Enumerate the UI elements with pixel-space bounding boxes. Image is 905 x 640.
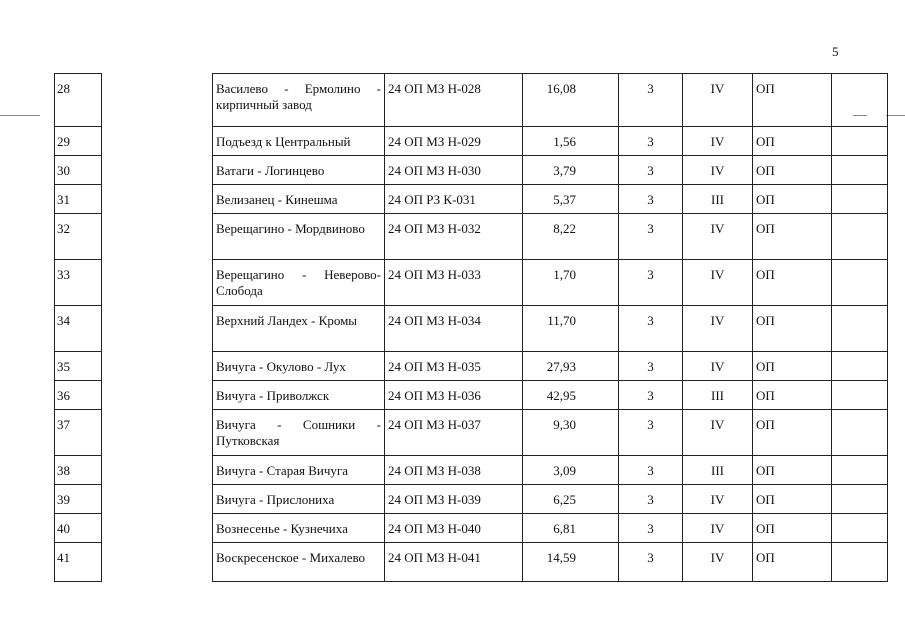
road-class: 3: [619, 456, 683, 485]
road-name: Вичуга - Сошники - Путковская: [213, 410, 385, 456]
road-class: 3: [619, 185, 683, 214]
table-row: [55, 410, 888, 456]
table-row: [55, 260, 888, 306]
empty-cell: [832, 543, 888, 582]
empty-cell: [102, 306, 213, 352]
table-row: [55, 485, 888, 514]
road-name: Вичуга - Окулово - Лух: [213, 352, 385, 381]
road-code: 24 ОП МЗ Н-040: [385, 514, 523, 543]
row-number: 29: [55, 127, 102, 156]
road-code: 24 ОП МЗ Н-030: [385, 156, 523, 185]
road-name: Вичуга - Приволжск: [213, 381, 385, 410]
road-category: III: [683, 456, 753, 485]
road-class: 3: [619, 74, 683, 127]
road-type: ОП: [753, 514, 832, 543]
row-number: 41: [55, 543, 102, 582]
road-type: ОП: [753, 185, 832, 214]
table-row: [55, 127, 888, 156]
road-type: ОП: [753, 156, 832, 185]
empty-cell: [102, 185, 213, 214]
row-number: 39: [55, 485, 102, 514]
table-row: [55, 185, 888, 214]
road-code: 24 ОП МЗ Н-029: [385, 127, 523, 156]
road-class: 3: [619, 214, 683, 260]
road-type: ОП: [753, 543, 832, 582]
scan-artifact: [0, 115, 40, 116]
road-category: IV: [683, 485, 753, 514]
road-length: 27,93: [523, 352, 619, 381]
road-name: Воскресенское - Михалево: [213, 543, 385, 582]
road-type: ОП: [753, 352, 832, 381]
road-class: 3: [619, 514, 683, 543]
road-length: 1,70: [523, 260, 619, 306]
empty-cell: [832, 485, 888, 514]
table-row: [55, 74, 888, 127]
road-length: 42,95: [523, 381, 619, 410]
road-class: 3: [619, 381, 683, 410]
road-class: 3: [619, 156, 683, 185]
empty-cell: [102, 260, 213, 306]
road-code: 24 ОП МЗ Н-037: [385, 410, 523, 456]
road-type: ОП: [753, 381, 832, 410]
road-length: 5,37: [523, 185, 619, 214]
road-name: Верхний Ландех - Кромы: [213, 306, 385, 352]
road-code: 24 ОП МЗ Н-033: [385, 260, 523, 306]
road-length: 14,59: [523, 543, 619, 582]
road-name: Вознесенье - Кузнечиха: [213, 514, 385, 543]
road-category: III: [683, 381, 753, 410]
row-number: 33: [55, 260, 102, 306]
road-class: 3: [619, 410, 683, 456]
road-code: 24 ОП МЗ Н-028: [385, 74, 523, 127]
empty-cell: [832, 352, 888, 381]
road-class: 3: [619, 352, 683, 381]
empty-cell: [832, 260, 888, 306]
road-code: 24 ОП МЗ Н-032: [385, 214, 523, 260]
road-code: 24 ОП МЗ Н-041: [385, 543, 523, 582]
empty-cell: [832, 306, 888, 352]
empty-cell: [832, 514, 888, 543]
road-length: 9,30: [523, 410, 619, 456]
row-number: 40: [55, 514, 102, 543]
table-row: [55, 156, 888, 185]
road-category: IV: [683, 514, 753, 543]
empty-cell: [832, 381, 888, 410]
empty-cell: [832, 214, 888, 260]
empty-cell: [102, 456, 213, 485]
empty-cell: [832, 185, 888, 214]
page-number: 5: [832, 44, 839, 59]
table-row: [55, 306, 888, 352]
road-category: IV: [683, 74, 753, 127]
road-code: 24 ОП МЗ Н-035: [385, 352, 523, 381]
road-length: 8,22: [523, 214, 619, 260]
road-name: Верещагино - Мордвиново: [213, 214, 385, 260]
table-row: [55, 214, 888, 260]
road-type: ОП: [753, 485, 832, 514]
road-name: Верещагино - Неверово-Слобода: [213, 260, 385, 306]
road-type: ОП: [753, 306, 832, 352]
empty-cell: [102, 156, 213, 185]
road-type: ОП: [753, 74, 832, 127]
road-category: IV: [683, 352, 753, 381]
road-length: 16,08: [523, 74, 619, 127]
roads-table: [54, 73, 888, 582]
table-row: [55, 381, 888, 410]
road-length: 3,79: [523, 156, 619, 185]
row-number: 35: [55, 352, 102, 381]
road-type: ОП: [753, 410, 832, 456]
empty-cell: [102, 543, 213, 582]
empty-cell: [102, 74, 213, 127]
road-code: 24 ОП МЗ Н-036: [385, 381, 523, 410]
empty-cell: [832, 156, 888, 185]
road-name: Вичуга - Прислониха: [213, 485, 385, 514]
empty-cell: [832, 74, 888, 127]
empty-cell: [102, 514, 213, 543]
row-number: 30: [55, 156, 102, 185]
table-row: [55, 514, 888, 543]
row-number: 37: [55, 410, 102, 456]
empty-cell: [102, 485, 213, 514]
road-name: Велизанец - Кинешма: [213, 185, 385, 214]
road-name: Подъезд к Центральный: [213, 127, 385, 156]
road-name: Василево - Ермолино - кирпичный завод: [213, 74, 385, 127]
row-number: 34: [55, 306, 102, 352]
road-class: 3: [619, 260, 683, 306]
road-name: Ватаги - Логинцево: [213, 156, 385, 185]
row-number: 32: [55, 214, 102, 260]
road-category: IV: [683, 410, 753, 456]
road-class: 3: [619, 127, 683, 156]
road-type: ОП: [753, 456, 832, 485]
road-length: 6,25: [523, 485, 619, 514]
empty-cell: [102, 127, 213, 156]
road-type: ОП: [753, 214, 832, 260]
empty-cell: [102, 410, 213, 456]
empty-cell: [102, 381, 213, 410]
empty-cell: [832, 127, 888, 156]
road-category: IV: [683, 127, 753, 156]
road-length: 3,09: [523, 456, 619, 485]
empty-cell: [102, 214, 213, 260]
road-category: III: [683, 185, 753, 214]
road-class: 3: [619, 543, 683, 582]
road-code: 24 ОП РЗ К-031: [385, 185, 523, 214]
road-length: 1,56: [523, 127, 619, 156]
road-class: 3: [619, 306, 683, 352]
road-class: 3: [619, 485, 683, 514]
road-category: IV: [683, 156, 753, 185]
table-row: [55, 543, 888, 582]
road-category: IV: [683, 306, 753, 352]
row-number: 31: [55, 185, 102, 214]
empty-cell: [832, 456, 888, 485]
row-number: 38: [55, 456, 102, 485]
road-type: ОП: [753, 260, 832, 306]
row-number: 36: [55, 381, 102, 410]
road-length: 11,70: [523, 306, 619, 352]
row-number: 28: [55, 74, 102, 127]
road-code: 24 ОП МЗ Н-038: [385, 456, 523, 485]
road-category: IV: [683, 260, 753, 306]
road-code: 24 ОП МЗ Н-034: [385, 306, 523, 352]
road-type: ОП: [753, 127, 832, 156]
table-row: [55, 352, 888, 381]
table-row: [55, 456, 888, 485]
road-name: Вичуга - Старая Вичуга: [213, 456, 385, 485]
road-category: IV: [683, 543, 753, 582]
road-category: IV: [683, 214, 753, 260]
empty-cell: [102, 352, 213, 381]
road-length: 6,81: [523, 514, 619, 543]
scan-artifact: [886, 115, 905, 116]
road-code: 24 ОП МЗ Н-039: [385, 485, 523, 514]
empty-cell: [832, 410, 888, 456]
